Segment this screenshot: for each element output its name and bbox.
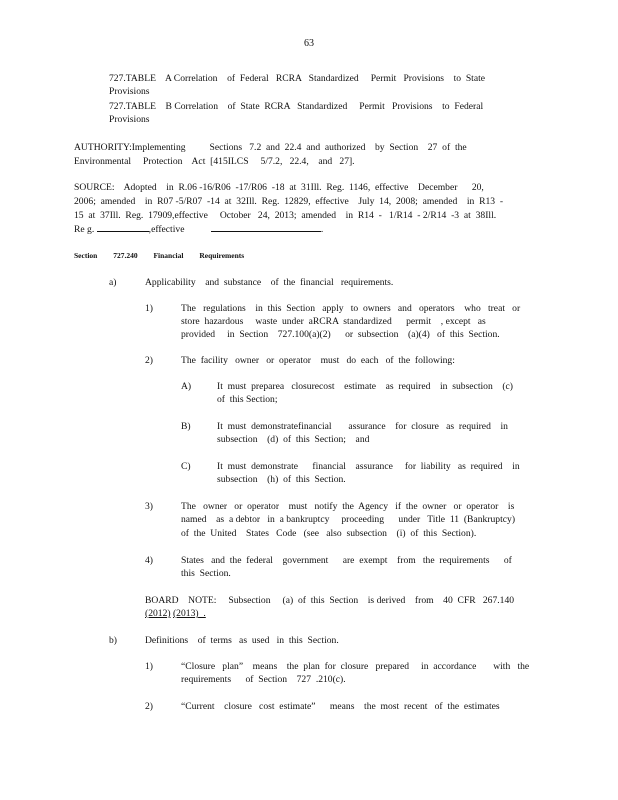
board-note-struck-year: (2012): [145, 608, 171, 619]
item-a1-mark: 1): [145, 303, 153, 314]
subsection-b-mark: b): [109, 635, 117, 646]
source-blank-1: [97, 222, 149, 232]
item-a1-line2: store hazardous waste under aRCRA standardized permit , except as: [181, 316, 486, 327]
item-a2-line1: The facility owner or operator must do each of the following:: [181, 355, 455, 366]
item-a4-mark: 4): [145, 555, 153, 566]
item-a2-mark: 2): [145, 355, 153, 366]
subsection-b-text: Definitions of terms as used in this Section.: [145, 635, 339, 646]
item-a4-line2: this Section.: [181, 568, 231, 579]
table-a-line1: 727.TABLE A Correlation of Federal RCRA Standardized Permit Provisions to State: [109, 73, 486, 84]
source-reg-prefix: Re g.: [74, 224, 95, 235]
item-a1-line3: provided in Section 727.100(a)(2) or subsection (a)(4) of this Section.: [181, 329, 500, 340]
source-line3: 15 at 37Ill. Reg. 17909,effective October 24, 2013; amended in R14 - 1/R14 - 2/R14 -3 at 38Ill.: [74, 210, 497, 221]
authority-line2: Environmental Protection Act [415ILCS 5/7.2, 22.4, and 27].: [74, 156, 355, 167]
section-title-2: Requirements: [199, 251, 245, 260]
subitem-C-mark: C): [181, 461, 191, 472]
subsection-a-text: Applicability and substance of the financial requirements.: [145, 277, 394, 288]
subitem-A-line2: of this Section;: [217, 394, 278, 405]
section-number: 727.240: [113, 251, 138, 260]
item-b1-mark: 1): [145, 661, 153, 672]
item-a1-line1: The regulations in this Section apply to owners and operators who treat or: [181, 303, 521, 314]
subitem-A-mark: A): [181, 381, 192, 392]
item-a3-line3: of the United States Code (see also subsection (i) of this Section).: [181, 528, 477, 539]
source-blank-2: [211, 222, 321, 232]
board-note-line1: BOARD NOTE: Subsection (a) of this Section is derived from 40 CFR 267.140: [145, 595, 515, 606]
table-b-line2: Provisions: [109, 114, 150, 125]
subsection-a-mark: a): [109, 277, 117, 288]
item-b1-line2: requirements of Section 727 .210(c).: [181, 674, 346, 685]
source-line4: Re g. ,effective .: [74, 224, 324, 235]
board-note-line2: (2012) (2013) .: [145, 608, 206, 619]
subitem-B-mark: B): [181, 421, 191, 432]
section-title-1: Financial: [153, 251, 184, 260]
item-b2-mark: 2): [145, 701, 153, 712]
item-b1-line1: “Closure plan” means the plan for closure prepared in accordance with the: [181, 661, 530, 672]
source-line2: 2006; amended in R07 -5/R07 -14 at 32Ill. Reg. 12829, effective July 14, 2008; amended in R13 -: [74, 196, 504, 207]
source-effective: ,effective: [148, 224, 185, 235]
section-label: Section: [74, 251, 98, 260]
table-b-line1: 727.TABLE B Correlation of State RCRA Standardized Permit Provisions to Federal: [109, 101, 484, 112]
item-a3-line1: The owner or operator must notify the Agency if the owner or operator is: [181, 501, 515, 512]
section-heading: [74, 251, 258, 260]
subitem-B-line2: subsection (d) of this Section; and: [217, 434, 370, 445]
item-a4-line1: States and the federal government are exempt from the requirements of: [181, 555, 512, 566]
item-b2-line1: “Current closure cost estimate” means the most recent of the estimates: [181, 701, 500, 712]
page-number: 63: [304, 38, 314, 49]
item-a3-line2: named as a debtor in a bankruptcy proceeding under Title 11 (Bankruptcy): [181, 514, 516, 525]
subitem-C-line1: It must demonstrate financial assurance for liability as required in: [217, 461, 520, 472]
subitem-A-line1: It must preparea closurecost estimate as required in subsection (c): [217, 381, 513, 392]
table-a-line2: Provisions: [109, 86, 150, 97]
authority-line1: AUTHORITY:Implementing Sections 7.2 and 22.4 and authorized by Section 27 of the: [74, 142, 467, 153]
source-line1: SOURCE: Adopted in R.06 -16/R06 -17/R06 -18 at 31Ill. Reg. 1146, effective December 20,: [74, 182, 484, 193]
subitem-C-line2: subsection (h) of this Section.: [217, 474, 346, 485]
subitem-B-line1: It must demonstratefinancial assurance for closure as required in: [217, 421, 508, 432]
item-a3-mark: 3): [145, 501, 153, 512]
board-note-added-year: (2013): [172, 608, 199, 619]
